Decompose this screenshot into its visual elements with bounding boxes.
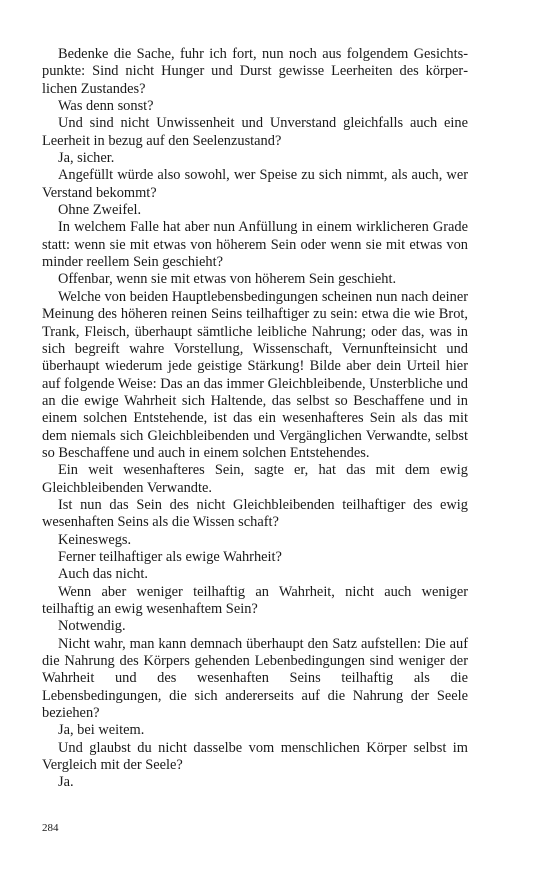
paragraph: Ohne Zweifel.: [58, 202, 142, 219]
paragraph: Welche von beiden Hauptlebensbedingungen scheinen nun nach deiner Meinung des höheren reinen Seins teilhaftiger zu sein: etwa die wie Brot, Trank, Fleisch, überhaupt sämtliche leibliche Nahrung; oder das, was in sich begreift wahre Vorstellung, Wissenschaft, Vernunfteinsicht und überhaupt wiederum jede geistige Stärkung! Bilde aber dein Urteil hier auf folgende Weise: Das an das immer Gleichbleibende, Unsterbliche und an die ewige Wahrheit sich Haltende, das selbst so Beschaffene und in einem solchen Entstehende, ist das ein wesenhafteres Sein als das mit dem niemals sich Gleichbleibenden und Vergänglichen Verwandte, selbst so Beschaffene und auch in einem solchen Entstehendes.: [42, 288, 468, 461]
paragraph: Wenn aber weniger teilhaftig an Wahrheit, nicht auch weniger teilhaftig an ewig wesenhaftem Sein?: [42, 583, 468, 617]
paragraph: Keineswegs.: [58, 531, 132, 548]
paragraph: Ja, bei weitem.: [58, 722, 145, 739]
page-number: 284: [42, 822, 59, 834]
paragraph: Angefüllt würde also sowohl, wer Speise zu sich nimmt, als auch, wer Verstand bekommt?: [42, 167, 468, 201]
paragraph: Nicht wahr, man kann demnach überhaupt den Satz aufstellen: Die auf die Nahrung des Körpers gehenden Lebenbedingungen sind weniger der Wahrheit und des wesenhaften Seins teilhaftig als die Lebensbedingungen, die sich andererseits auf die Nahrung der Seele beziehen?: [42, 635, 468, 722]
paragraph: Ja, sicher.: [58, 150, 115, 167]
paragraph: Ist nun das Sein des nicht Gleichbleibenden teilhaftiger des ewig wesenhaften Seins als die Wissen schaft?: [42, 496, 468, 531]
paragraph: Was denn sonst?: [58, 98, 154, 115]
paragraph: Bedenke die Sache, fuhr ich fort, nun noch aus folgendem Gesichtspunkte: Sind nicht Hunger und Durst gewisse Leerheiten des körperlichen Zustandes?: [42, 46, 468, 97]
paragraph: Und sind nicht Unwissenheit und Unverstand gleichfalls auch eine Leerheit in bezug auf den Seelenzustand?: [42, 115, 468, 149]
paragraph: Ferner teilhaftiger als ewige Wahrheit?: [58, 548, 282, 565]
paragraph: Auch das nicht.: [58, 566, 148, 583]
paragraph: Ein weit wesenhafteres Sein, sagte er, hat das mit dem ewig Gleichbleibenden Verwandte.: [42, 462, 468, 496]
paragraph: Ja.: [58, 774, 74, 791]
body-text: [42, 46, 468, 792]
paragraph: Und glaubst du nicht dasselbe vom menschlichen Körper selbst im Vergleich mit der Seele?: [42, 739, 468, 774]
paragraph: In welchem Falle hat aber nun Anfüllung in einem wirklicheren Grade statt: wenn sie mit etwas von höherem Sein oder wenn sie mit etwas von minder reellem Sein geschieht?: [42, 219, 468, 271]
paragraph: Notwendig.: [58, 618, 126, 635]
paragraph: Offenbar, wenn sie mit etwas von höherem Sein geschieht.: [58, 271, 397, 288]
